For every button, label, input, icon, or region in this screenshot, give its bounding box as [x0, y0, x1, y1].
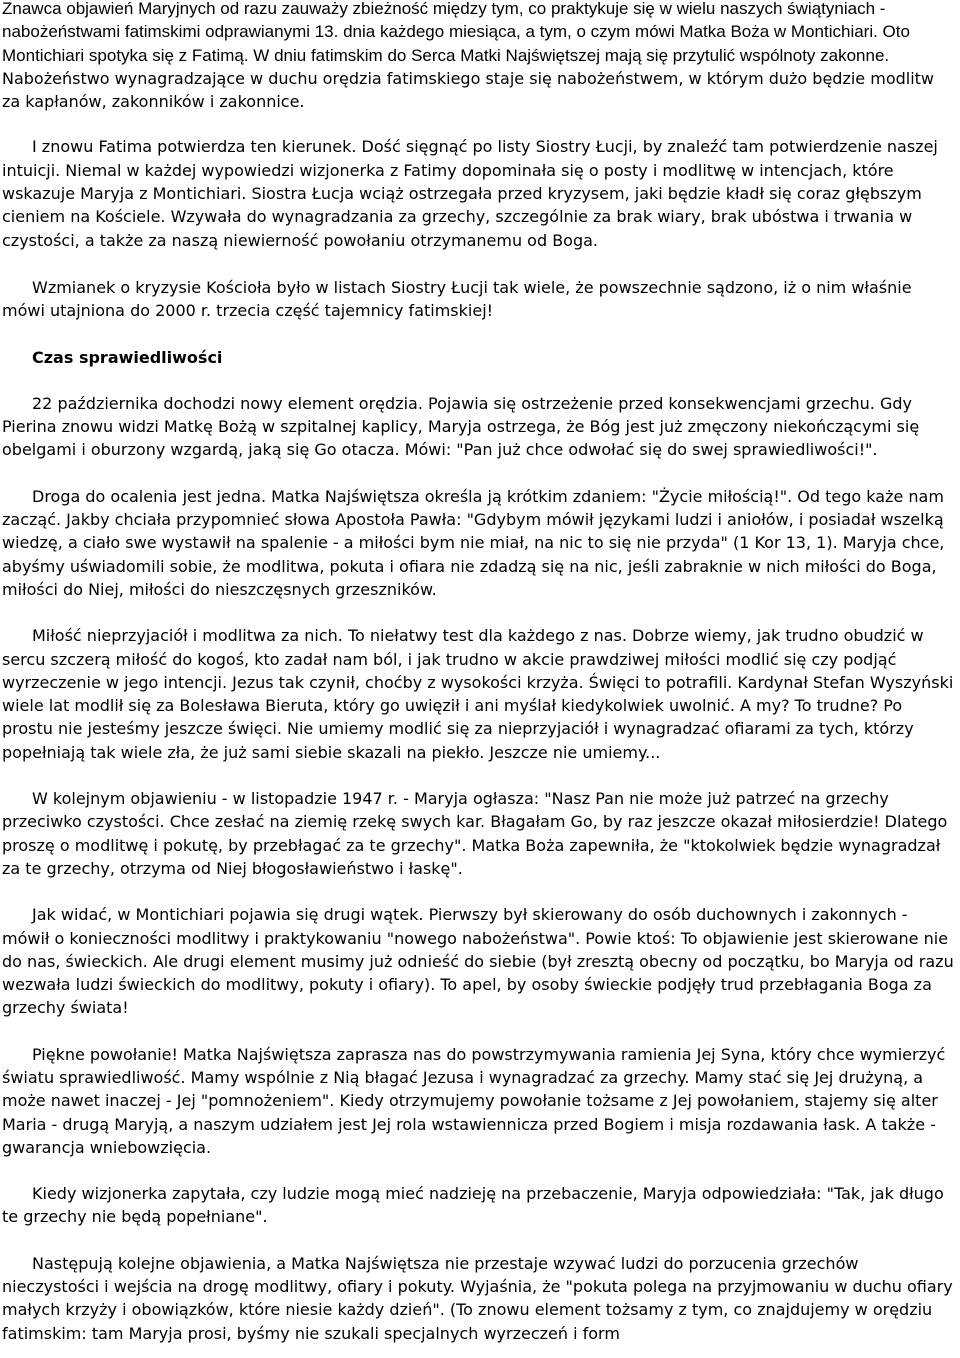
paragraph-fatima-direction: I znowu Fatima potwierdza ten kierunek. Dość sięgnąć po listy Siostry Łucji, by znaleźć tam potwierdzenie naszej intuicji. Niemal w każdej wypowiedzi wizjonerka z Fatimy dopominała się o posty i modlitwę w intencjach, które wskazuje Maryja z Montichiari. Siostra Łucja wciąż ostrzegała przed kryzysem, jaki będzie kładł się coraz głębszym cieniem na Kościele. Wzywała do wynagradzania za grzechy, szczególnie za brak wiary, brak ubóstwa i trwania w czystości, a także za naszą niewierność powołaniu otrzymanemu od Boga. [2, 137, 938, 250]
intro-lead-text: Znawca objawień Maryjnych od razu zauważy zbieżność między tym, co praktykuje się w wielu naszych świątyniach - nabożeństwami fatimskimi odprawianymi 13. dnia każdego miesiąca, a tym, o czym mówi Matka Boża w Montichiari. Oto Montichiari spotyka się z Fatimą. W dniu fatimskim do Serca Matki Najświętszej mają się przytulić wspólnoty zakonne. [2, 0, 910, 65]
paragraph-beautiful-calling: Piękne powołanie! Matka Najświętsza zaprasza nas do powstrzymywania ramienia Jej Syna, który chce wymierzyć światu sprawiedliwość. Mamy wspólnie z Nią błagać Jezusa i wynagradzać za grzechy. Mamy stać się Jej drużyną, a może nawet inaczej - Jej "pomnożeniem". Kiedy otrzymujemy powołanie tożsame z Jej powołaniem, stajemy się alter Maria - drugą Maryją, a naszym udziałem jest Jej rola wstawiennicza przed Bogiem i misja rozdawania łask. A także - gwarancja wniebowzięcia. [2, 1044, 946, 1157]
paragraph-november-1947: W kolejnym objawieniu - w listopadzie 1947 r. - Maryja ogłasza: "Nasz Pan nie może już patrzeć na grzechy przeciwko czystości. Chce zesłać na ziemię rzekę swych kar. Błagałam Go, by raz jeszcze okazał miłosierdzie! Dlatego proszę o modlitwę i pokutę, by przebłagać za te grzechy". Matka Boża zapewniła, że "ktokolwiek będzie wynagradzał za te grzechy, otrzyma od Niej błogosławieństwo i łaskę". [2, 789, 948, 878]
paragraph-second-thread: Jak widać, w Montichiari pojawia się drugi wątek. Pierwszy był skierowany do osób duchownych i zakonnych - mówił o konieczności modlitwy i praktykowaniu "nowego nabożeństwa". Powie ktoś: To objawienie jest skierowane nie do nas, świeckich. Ale drugi element musimy już odnieść do siebie (był zresztą obecny od początku, bo Maryja od razu wezwała ludzi świeckich do modlitwy, pokuty i ofiary). To apel, by osoby świeckie podjęły trud przebłagania Boga za grzechy świata! [2, 905, 954, 1018]
intro-paragraph [2, 0, 956, 113]
paragraph-way-of-salvation: Droga do ocalenia jest jedna. Matka Najświętsza określa ją krótkim zdaniem: "Życie miłością!". Od tego każe nam zacząć. Jakby chciała przypomnieć słowa Apostoła Pawła: "Gdybym mówił językami ludzi i aniołów, i posiadał wszelką wiedzę, a ciało swe wystawił na spalenie - a miłości bym nie miał, na nic to się nie przyda" (1 Kor 13, 1). Maryja chce, abyśmy uświadomili sobie, że modlitwa, pokuta i ofiara nie zdadzą się na nic, jeśli zabraknie w nich miłości do Boga, miłości do Niej, miłości do nieszczęsnych grzeszników. [2, 486, 945, 599]
intro-rest-text: Nabożeństwo wynagradzające w duchu orędzia fatimskiego staje się nabożeństwem, w którym dużo będzie modlitw za kapłanów, zakonników i zakonnice. [2, 68, 935, 112]
section-heading: Czas sprawiedliwości [32, 347, 223, 367]
paragraph-october-22: 22 października dochodzi nowy element orędzia. Pojawia się ostrzeżenie przed konsekwencjami grzechu. Gdy Pierina znowu widzi Matkę Bożą w szpitalnej kaplicy, Maryja ostrzega, że Bóg jest już zmęczony niekończącymi się obelgami i oburzony wzgardą, jaką się Go otacza. Mówi: "Pan już chce odwołać się do swej sprawiedliwości!". [2, 393, 920, 460]
paragraph-forgiveness-question: Kiedy wizjonerka zapytała, czy ludzie mogą mieć nadzieję na przebaczenie, Maryja odpowiedziała: "Tak, jak długo te grzechy nie będą popełniane". [2, 1184, 944, 1227]
paragraph-further-apparitions: Następują kolejne objawienia, a Matka Najświętsza nie przestaje wzywać ludzi do porzucenia grzechów nieczystości i wejścia na drogę modlitwy, ofiary i pokuty. Wyjaśnia, że "pokuta polega na przyjmowaniu w duchu ofiary małych krzyży i obowiązków, które niesie każdy dzień". (To znowu element tożsamy z tym, co znajdujemy w orędziu fatimskim: tam Maryja prosi, byśmy nie szukali specjalnych wyrzeczeń i form [2, 1253, 953, 1343]
paragraph-love-of-enemies: Miłość nieprzyjaciół i modlitwa za nich. To niełatwy test dla każdego z nas. Dobrze wiemy, jak trudno obudzić w sercu szczerą miłość do kogoś, kto zadał nam ból, i jak trudno w akcie prawdziwej miłości modlić się czy podjąć wyrzeczenie w jego intencji. Jezus tak czynił, choćby z wysokości krzyża. Święci to potrafili. Kardynał Stefan Wyszyński wiele lat modlił się za Bolesława Bieruta, który go uwięził i ani myślał kiedykolwiek uwolnić. A my? To trudne? Po prostu nie jesteśmy jeszcze święci. Nie umiemy modlić się za nieprzyjaciół i wynagradzać ofiarami za tych, którzy popełniają tak wiele zła, że już sami siebie skazali na piekło. Jeszcze nie umiemy... [2, 626, 954, 762]
paragraph-church-crisis: Wzmianek o kryzysie Kościoła było w listach Siostry Łucji tak wiele, że powszechnie sądzono, iż o nim właśnie mówi utajniona do 2000 r. trzecia część tajemnicy fatimskiej! [2, 277, 912, 321]
